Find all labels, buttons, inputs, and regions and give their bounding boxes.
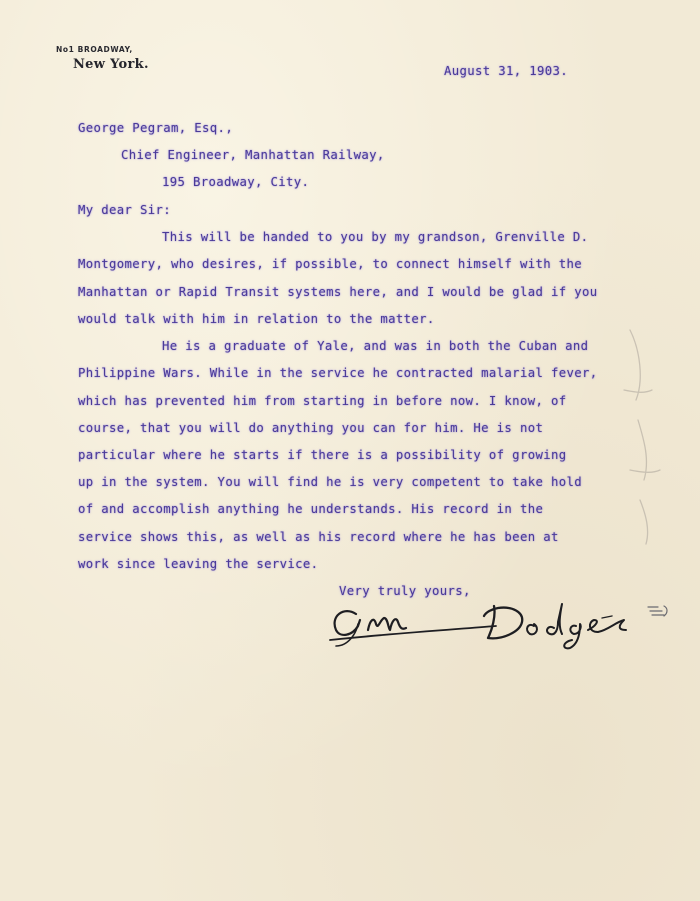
recipient-address: 195 Broadway, City.: [162, 175, 310, 189]
body-line: of and accomplish anything he understands. His record in the: [78, 502, 544, 516]
letterhead-address: No1 BROADWAY,: [56, 45, 133, 54]
body-line: particular where he starts if there is a possibility of growing: [78, 448, 567, 462]
recipient-name: George Pegram, Esq.,: [78, 121, 234, 135]
body-line: This will be handed to you by my grandson, Grenville D.: [162, 230, 589, 244]
body-line: Manhattan or Rapid Transit systems here, and I would be glad if you: [78, 285, 598, 299]
body-line: would talk with him in relation to the matter.: [78, 312, 435, 326]
recipient-title: Chief Engineer, Manhattan Railway,: [121, 148, 385, 162]
body-line: Philippine Wars. While in the service he contracted malarial fever,: [78, 366, 598, 380]
handwritten-signature: [326, 600, 636, 654]
salutation: My dear Sir:: [78, 203, 172, 217]
body-line: service shows this, as well as his record where he has been at: [78, 530, 559, 544]
body-line: He is a graduate of Yale, and was in both the Cuban and: [162, 339, 589, 353]
letter-date: August 31, 1903.: [444, 64, 569, 78]
ink-mark: [644, 602, 672, 620]
body-line: course, that you will do anything you can for him. He is not: [78, 421, 544, 435]
pencil-margin-note: [600, 320, 670, 550]
letterhead-city: New York.: [73, 57, 149, 72]
body-line: up in the system. You will find he is very competent to take hold: [78, 475, 582, 489]
closing: Very truly yours,: [339, 584, 471, 598]
body-line: work since leaving the service.: [78, 557, 319, 571]
body-line: Montgomery, who desires, if possible, to connect himself with the: [78, 257, 582, 271]
body-line: which has prevented him from starting in before now. I know, of: [78, 394, 567, 408]
